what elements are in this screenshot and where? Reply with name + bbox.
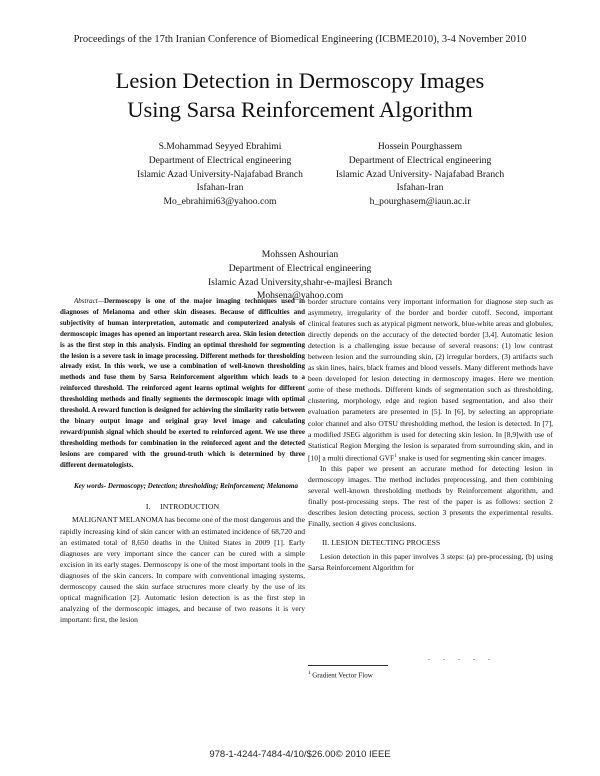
copyright-footer: 978-1-4244-7484-4/10/$26.00© 2010 IEEE — [209, 749, 391, 760]
right-paragraph-1 — [308, 296, 553, 463]
right-column — [308, 296, 553, 573]
author-department: Department of Electrical engineering — [148, 154, 292, 166]
abstract-dash: — — [97, 297, 104, 305]
author-block-2 — [280, 140, 560, 209]
abstract-label: Abstract — [74, 297, 98, 305]
footnote-text: Gradient Vector Flow — [310, 671, 373, 680]
author-name: S.Mohammad Seyyed Ebrahimi — [158, 141, 282, 152]
author-university: Islamic Azad University,shahr-e-majlesi Branch — [207, 276, 393, 288]
left-column — [60, 296, 305, 625]
author-university: Islamic Azad University-Najafabad Branch — [137, 168, 303, 180]
author-department: Department of Electrical engineering — [348, 154, 492, 166]
author-email: h_pourghasem@iaun.ac.ir — [369, 196, 471, 208]
right-paragraph-2: In this paper we present an accurate method for detecting lesion in dermoscopy images. The method includes preprocessing, and then combining several well-known thresholding methods by Reinforcement algorithm, and finally post-processing steps. The rest of the paper is as follows: section 2 describes lesion detecting process, section 3 presents the experimental results. Finally, section 4 gives conclusions. — [308, 464, 553, 529]
author-department: Department of Electrical engineering — [228, 262, 372, 274]
footnote — [308, 671, 373, 679]
author-name: Mohssen Ashourian — [261, 249, 339, 260]
author-city: Isfahan-Iran — [196, 182, 244, 194]
author-email: Mohsena@yahoo.com — [256, 290, 344, 302]
footnote-marker: 1 — [394, 453, 397, 459]
abstract — [60, 296, 305, 471]
abstract-text: Dermoscopy is one of the major imaging techniques used in diagnoses of Melanoma and other skin diseases. Because of difficulties and subjectivity of human interpretation, automatic and computerized analysis of dermoscopic images has opened an important research area. Skin lesion detection is as the first step in this analysis. Finding an optimal threshold for segmenting the lesion is a severe task in image processing. Different methods for thresholding already exist. In this work, we use a combination of well-known thresholding methods and fuse them by Sarsa Reinforcement algorithm which leads to a reinforced threshold. The reinforced agent learns optimal weights for different thresholding methods and finally segments the dermoscopic image with optimal threshold. A reward function is designed for achieving the similarity ratio between the binary output image and original gray level image and calculating reward/punish signal which should be exerted to reinforced agent. We use three thresholding methods for combination in the reinforced agent and the detected lesions are compared with the ground-truth which is determined by three different dermatologists. — [60, 297, 305, 469]
author-block-3 — [160, 248, 440, 303]
title-line-2: Using Sarsa Reinforcement Algorithm — [127, 97, 473, 122]
introduction-paragraph: MALIGNANT MELANOMA has become one of the most dangerous and the rapidly increasing kind of skin cancer with an estimated incidence of 68,720 and an estimated total of 8,650 deaths in the United States in 2009 [1]. Early diagnoses are very important since the cancer can be cured with a simple excision in its early stages. Dermoscopy is one of the most important tools in the diagnoses of the skin cancers. In compare with conventional imaging systems, dermoscopy caused the skin surface structures more clearly by the use of its optical magnification [2]. Automatic lesion detection is as the first step in analyzing of the dermoscopic images, and because of two reasons it is very important: first, the lesion — [60, 515, 305, 624]
proceedings-header: Proceedings of the 17th Iranian Conference of Biomedical Engineering (ICBME2010), 3-4 November 2010 — [73, 34, 527, 45]
section-heading-lesion-detecting: II. LESION DETECTING PROCESS — [322, 538, 441, 548]
author-email: Mo_ebrahimi63@yahoo.com — [163, 196, 277, 208]
author-city: Isfahan-Iran — [396, 182, 444, 194]
section-heading-introduction: I. INTRODUCTION — [145, 502, 220, 512]
paragraph-text: border structure contains very important information for diagnose step such as asymmetry, irregularity of the border and border cutoff. Second, important clinical features such as atypical pigment network, blue-white areas and globules, directly depends on the accuracy of the detected border [3,4]. Automatic lesion detection is a challenging issue because of several reasons: (1) low contrast between lesion and the surrounding skin, (2) irregular borders, (3) artifacts such as skin lines, hairs, black frames and blood vessels. Many different methods have been developed for lesion detecting in dermoscopy images. Here we mention some of these methods. Different kinds of segmentation such as thresholding, clustering, morphology, edge and region based segmentation, and also their evaluation parameters are presented in [5]. In [6], by selecting an appropriate color channel and also OTSU thresholding method, the lesion is detected. In [7], a modified JSEG algorithm is used for detecting skin lesion. In [8,9]with use of Statistical Region Merging the lesion is separated from surrounding skin, and in [10] a multi directional GVF — [308, 297, 553, 463]
footnote-mark: 1 — [308, 671, 311, 676]
paper-title — [0, 66, 600, 124]
author-university: Islamic Azad University- Najafabad Branch — [335, 168, 505, 180]
paragraph-text-end: snake is used for segmenting skin cancer images. — [396, 453, 547, 463]
author-name: Hossein Pourghassem — [377, 141, 463, 152]
keywords: Key words- Dermoscopy; Detection; thresholding; Reinforcement; Melanoma — [74, 481, 298, 490]
title-line-1: Lesion Detection in Dermoscopy Images — [115, 68, 485, 93]
footnote-rule — [308, 665, 388, 666]
right-paragraph-3: Lesion detection in this paper involves 3 steps: (a) pre-processing, (b) using Sarsa Reinforcement Algorithm for — [308, 551, 553, 572]
page-dots: ..... — [428, 653, 503, 662]
